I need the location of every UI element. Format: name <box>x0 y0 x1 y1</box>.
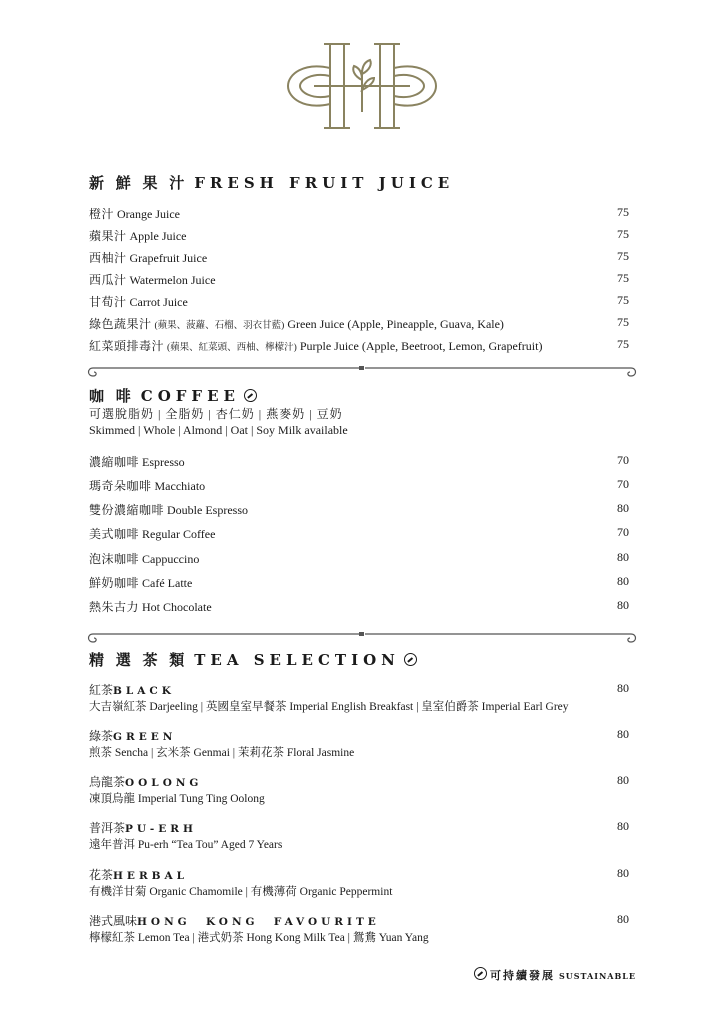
milk-options-zh: 可選脫脂奶 | 全脂奶 | 杏仁奶 | 燕麥奶 | 豆奶 <box>89 407 343 421</box>
menu-item <box>89 271 629 288</box>
item-price: 75 <box>617 249 629 263</box>
item-price: 75 <box>617 227 629 241</box>
item-price: 80 <box>617 574 629 588</box>
item-price: 75 <box>617 315 629 329</box>
sustainable-legend <box>474 966 636 983</box>
item-name-zh: 熱朱古力 <box>89 600 140 614</box>
juice-title-en: FRESH FRUIT JUICE <box>194 174 455 192</box>
tea-category-zh: 紅茶 <box>89 683 114 697</box>
menu-item <box>89 477 629 494</box>
item-name-en: Apple Juice <box>129 229 187 243</box>
item-name-en: Green Juice (Apple, Pineapple, Guava, Kale) <box>287 317 504 331</box>
tea-varieties: 遠年普洱 Pu-erh “Tea Tou” Aged 7 Years <box>89 839 283 851</box>
tea-category <box>89 819 629 836</box>
item-price: 80 <box>617 912 629 926</box>
item-name-zh: 紅菜頭排毒汁 <box>89 339 165 353</box>
item-price: 80 <box>617 598 629 612</box>
menu-item <box>89 293 629 310</box>
juice-section-title <box>89 172 454 193</box>
item-name-en: Grapefruit Juice <box>129 251 208 265</box>
item-price: 70 <box>617 525 629 539</box>
tea-varieties: 有機洋甘菊 Organic Chamomile | 有機薄荷 Organic Peppermint <box>89 886 393 898</box>
item-name-en: Cappuccino <box>142 552 200 566</box>
tea-category-zh: 花茶 <box>89 868 114 882</box>
ornamental-divider <box>87 364 637 380</box>
menu-item <box>89 337 629 354</box>
ornamental-divider <box>87 630 637 646</box>
item-name-en: Orange Juice <box>117 207 180 221</box>
sustainable-label-en: SUSTAINABLE <box>559 971 636 981</box>
item-name-en: Purple Juice (Apple, Beetroot, Lemon, Grapefruit) <box>299 339 543 353</box>
tea-category-zh: 綠茶 <box>89 729 114 743</box>
item-price: 70 <box>617 453 629 467</box>
item-name-zh: 西柚汁 <box>89 251 127 265</box>
sustainable-leaf-icon <box>404 653 417 666</box>
item-name-en: Double Espresso <box>167 503 249 517</box>
tea-category-zh: 烏龍茶 <box>89 775 126 789</box>
item-name-en: Regular Coffee <box>142 527 216 541</box>
menu-item <box>89 598 629 615</box>
item-price: 70 <box>617 477 629 491</box>
item-price: 80 <box>617 501 629 515</box>
tea-category-zh: 普洱茶 <box>89 821 126 835</box>
milk-options-en: Skimmed | Whole | Almond | Oat | Soy Milk available <box>89 423 348 437</box>
menu-item <box>89 249 629 266</box>
item-price: 75 <box>617 271 629 285</box>
tea-varieties: 凍頂烏龍 Imperial Tung Ting Oolong <box>89 793 265 805</box>
tea-category <box>89 681 629 698</box>
sustainable-label-zh: 可持續發展 <box>490 970 555 982</box>
item-price: 80 <box>617 681 629 695</box>
sustainable-leaf-icon <box>474 967 487 980</box>
item-name-zh: 鮮奶咖啡 <box>89 576 140 590</box>
tea-category-zh: 港式風味 <box>89 914 138 928</box>
item-name-en: Carrot Juice <box>129 295 188 309</box>
hh-monogram-logo <box>284 40 440 132</box>
tea-category <box>89 727 629 744</box>
item-ingredients: (蘋果、紅菜頭、西柚、檸檬汁) <box>167 343 297 353</box>
coffee-title-en: COFFEE <box>140 387 240 405</box>
tea-category <box>89 912 629 929</box>
juice-title-zh: 新 鮮 果 汁 <box>89 176 189 192</box>
coffee-title-zh: 咖 啡 <box>89 389 135 405</box>
item-name-zh: 橙汁 <box>89 207 115 221</box>
tea-varieties: 大吉嶺紅茶 Darjeeling | 英國皇室早餐茶 Imperial English Breakfast | 皇室伯爵茶 Imperial Earl Grey <box>89 701 569 713</box>
item-name-en: Watermelon Juice <box>129 273 216 287</box>
menu-item <box>89 205 629 222</box>
item-price: 75 <box>617 293 629 307</box>
item-name-zh: 泡沫咖啡 <box>89 552 140 566</box>
coffee-section-title <box>89 385 257 406</box>
item-ingredients: (蘋果、菠蘿、石榴、羽衣甘藍) <box>154 321 285 331</box>
item-name-zh: 西瓜汁 <box>89 273 127 287</box>
item-price: 80 <box>617 550 629 564</box>
item-name-zh: 綠色蔬果汁 <box>89 317 152 331</box>
tea-title-zh: 精 選 茶 類 <box>89 653 189 669</box>
item-name-zh: 瑪奇朵咖啡 <box>89 479 152 493</box>
item-price: 80 <box>617 819 629 833</box>
tea-category-en: BLACK <box>113 685 175 697</box>
tea-section-title <box>89 649 417 670</box>
menu-item <box>89 525 629 542</box>
tea-category-en: PU-ERH <box>125 823 197 835</box>
tea-category-en: OOLONG <box>125 777 203 789</box>
item-name-zh: 濃縮咖啡 <box>89 455 140 469</box>
tea-title-en: TEA SELECTION <box>194 651 400 669</box>
item-price: 75 <box>617 205 629 219</box>
item-name-zh: 美式咖啡 <box>89 527 140 541</box>
tea-varieties: 檸檬紅茶 Lemon Tea | 港式奶茶 Hong Kong Milk Tea | 鴛鴦 Yuan Yang <box>89 932 429 944</box>
item-price: 80 <box>617 773 629 787</box>
menu-item <box>89 453 629 470</box>
item-name-zh: 蘋果汁 <box>89 229 127 243</box>
item-name-en: Café Latte <box>142 576 193 590</box>
menu-item <box>89 550 629 567</box>
item-price: 80 <box>617 866 629 880</box>
menu-item <box>89 227 629 244</box>
tea-category <box>89 773 629 790</box>
sustainable-leaf-icon <box>244 389 257 402</box>
item-price: 75 <box>617 337 629 351</box>
tea-varieties: 煎茶 Sencha | 玄米茶 Genmai | 茉莉花茶 Floral Jasmine <box>89 747 355 759</box>
tea-category-en: GREEN <box>113 731 177 743</box>
item-name-en: Hot Chocolate <box>142 600 212 614</box>
menu-item <box>89 574 629 591</box>
item-name-en: Espresso <box>142 455 185 469</box>
tea-category-en: HERBAL <box>113 870 189 882</box>
tea-category-en: HONG KONG FAVOURITE <box>137 916 380 928</box>
item-name-zh: 甘荀汁 <box>89 295 127 309</box>
item-name-zh: 雙份濃縮咖啡 <box>89 503 165 517</box>
menu-item <box>89 315 629 332</box>
item-name-en: Macchiato <box>154 479 206 493</box>
menu-item <box>89 501 629 518</box>
tea-category <box>89 866 629 883</box>
item-price: 80 <box>617 727 629 741</box>
